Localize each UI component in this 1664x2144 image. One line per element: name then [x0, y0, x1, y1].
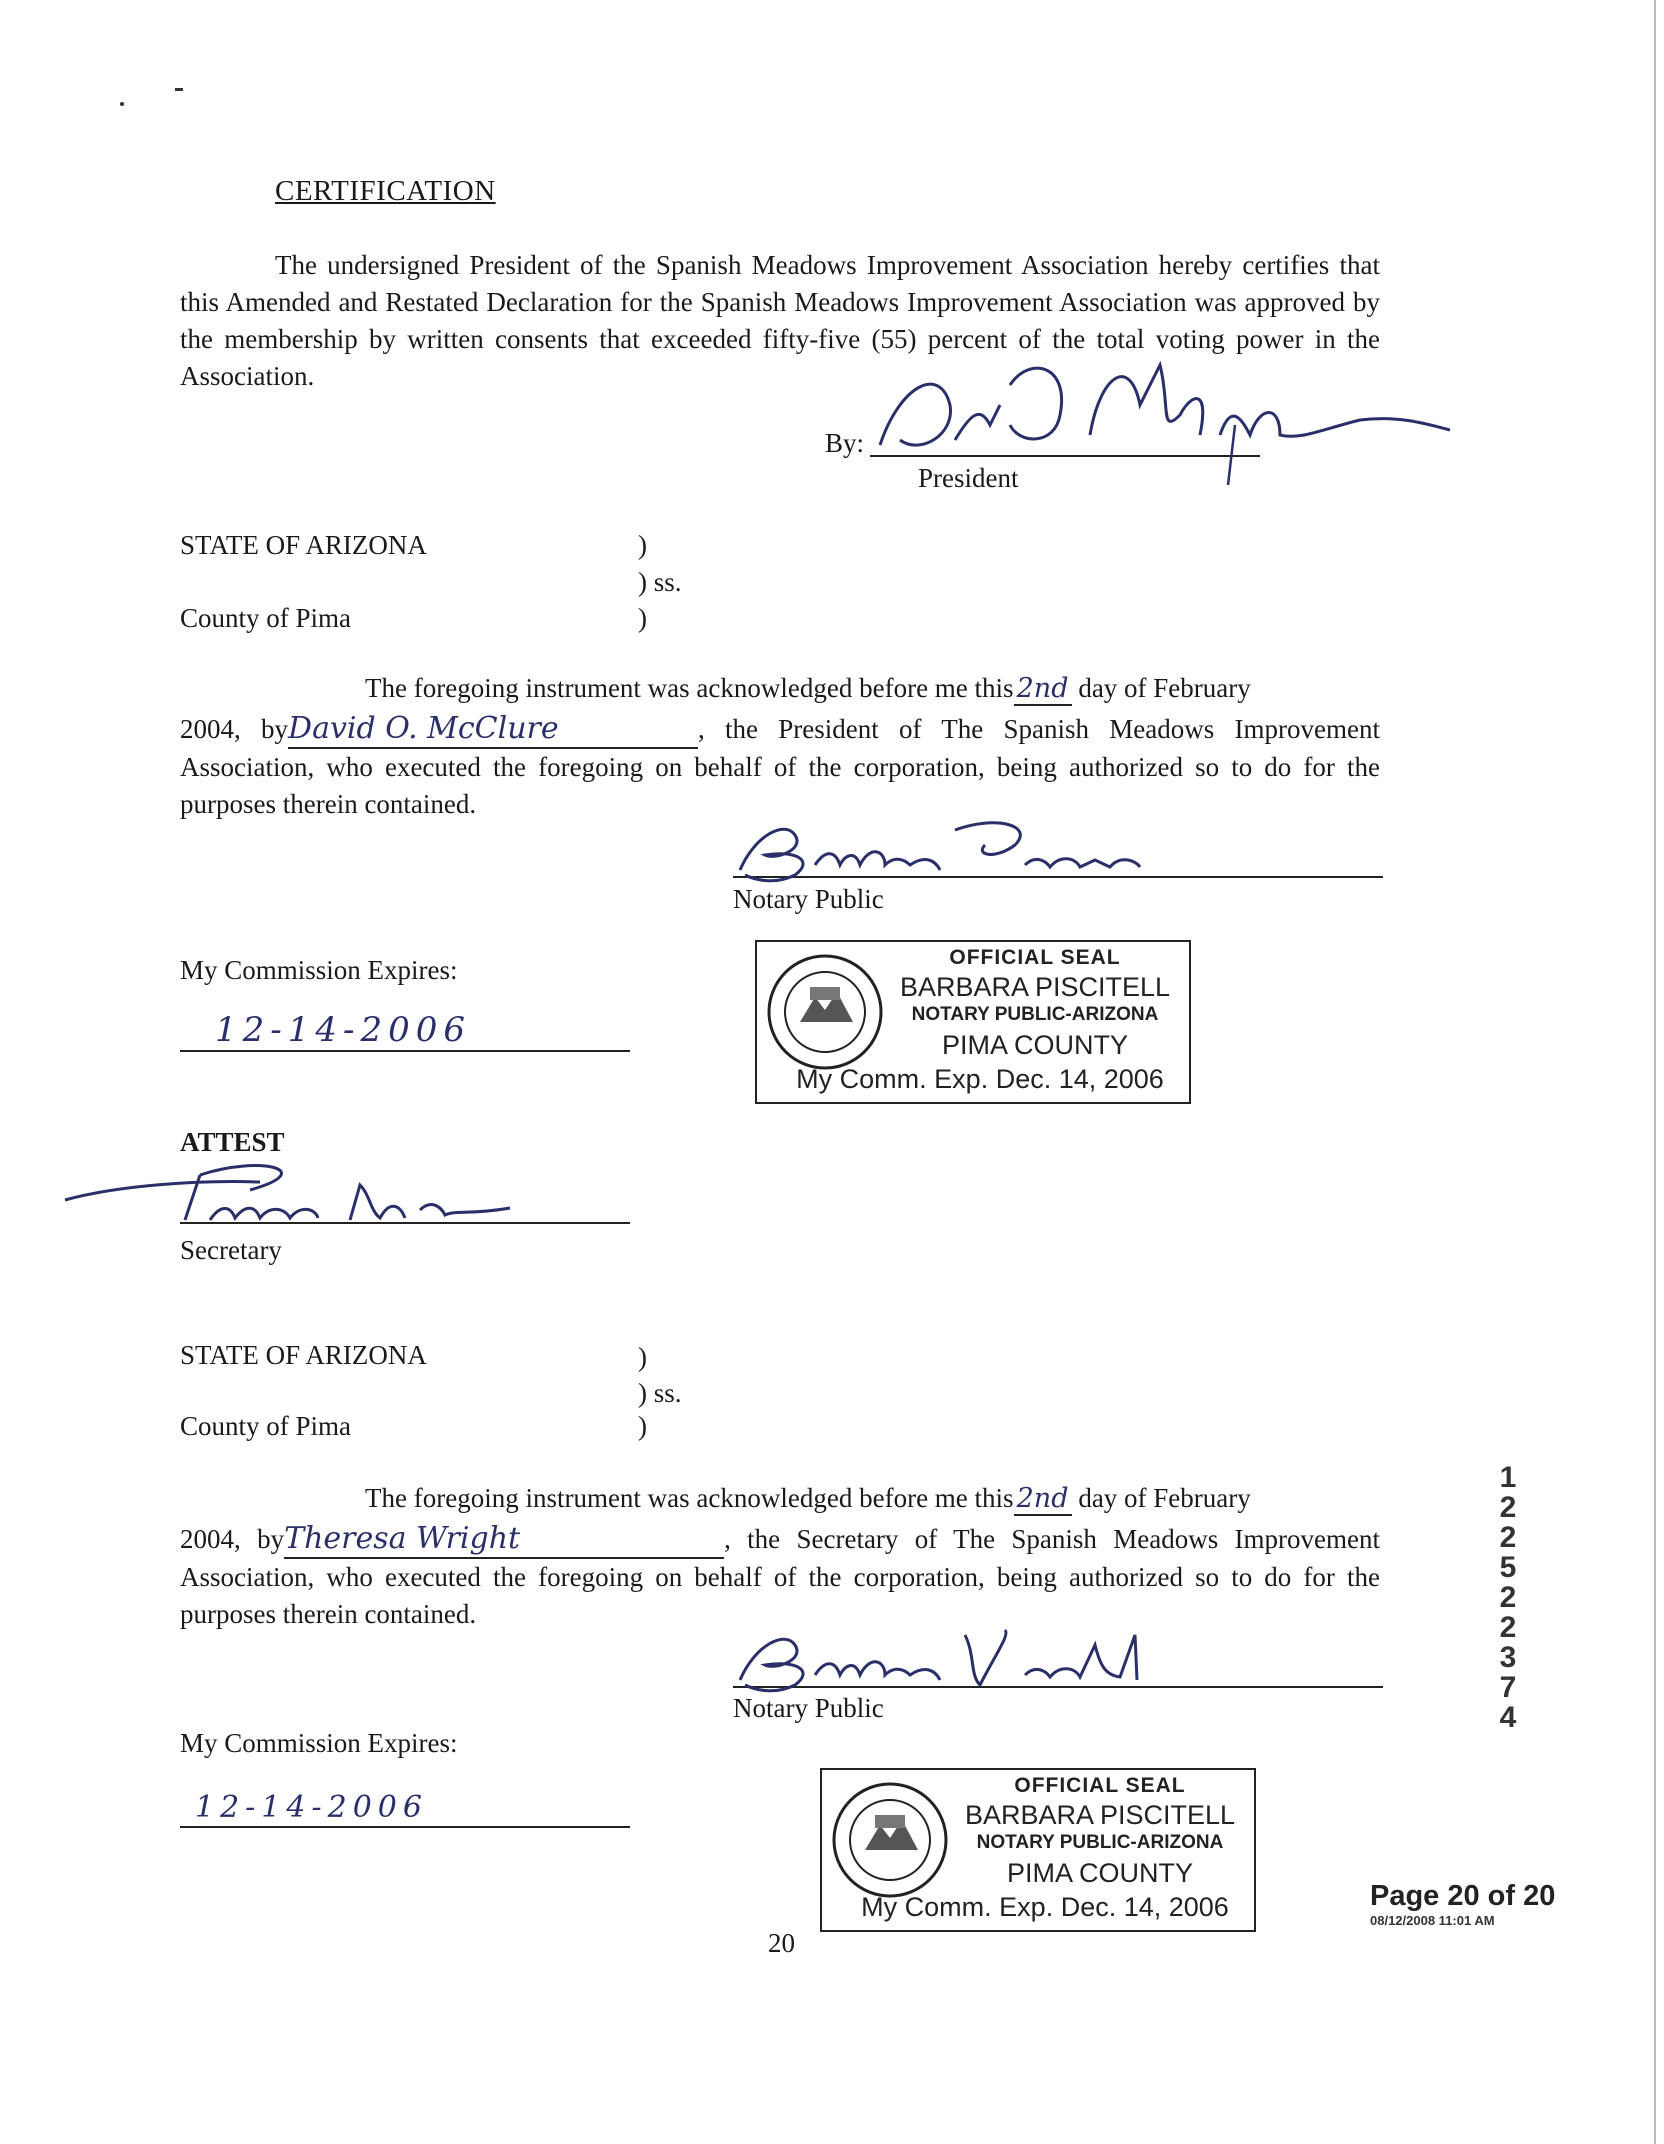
ack1-text-b: day of February — [1078, 673, 1251, 703]
notary-seal-2 — [820, 1768, 1256, 1932]
notary2-signature — [735, 1615, 1295, 1700]
county-label: County of Pima — [180, 603, 352, 633]
by-label: By: — [825, 428, 865, 458]
notary1-label: Notary Public — [733, 884, 884, 914]
ack1-day: 2nd — [1014, 673, 1072, 706]
secretary-signature-line — [180, 1222, 630, 1224]
seal-line-1: OFFICIAL SEAL — [949, 946, 1121, 969]
seal-line-3: NOTARY PUBLIC-ARIZONA — [911, 1004, 1159, 1025]
ack1-text-a: The foregoing instrument was acknowledged before me this — [365, 673, 1014, 703]
commission2-label: My Commission Expires: — [180, 1728, 458, 1758]
arizona-seal-emblem-icon — [765, 952, 885, 1072]
ack2-day: 2nd — [1014, 1483, 1072, 1516]
page-number: 20 — [768, 1928, 795, 1958]
timestamp: 08/12/2008 11:01 AM — [1370, 1913, 1495, 1928]
seal2-line-3: NOTARY PUBLIC-ARIZONA — [976, 1832, 1224, 1853]
paren: ) — [638, 1411, 647, 1441]
ack1-text-c: , the President of The Spanish Meadows Improvement Association, who executed the foregoing on behalf of the corporation, being authorized so to do for the purposes therein contained. — [180, 714, 1380, 819]
paren: ) — [638, 1342, 647, 1372]
ack2-text-c: , the Secretary of The Spanish Meadows Improvement Association, who executed the foregoing on behalf of the corporation, being authorized so to do for the purposes therein contained. — [180, 1524, 1380, 1629]
ack2-text-a: The foregoing instrument was acknowledged before me this — [365, 1483, 1014, 1513]
scan-speck — [120, 102, 124, 106]
attest-heading: ATTEST — [180, 1127, 285, 1157]
notary1-signature — [735, 805, 1355, 890]
commission1-line — [180, 1050, 630, 1052]
scan-speck — [175, 88, 183, 91]
seal2-line-4: PIMA COUNTY — [1006, 1858, 1194, 1888]
secretary-signature — [60, 1150, 530, 1230]
certification-heading: CERTIFICATION — [275, 175, 496, 207]
ss-label: ) ss. — [638, 567, 682, 597]
paren: ) — [638, 530, 647, 560]
page-stamp: Page 20 of 20 — [1370, 1880, 1556, 1912]
commission2-date: 12-14-2006 — [195, 1790, 428, 1825]
state-label: STATE OF ARIZONA — [180, 530, 427, 560]
ack2-name: Theresa Wright — [284, 1520, 724, 1559]
commission2-line — [180, 1826, 630, 1828]
seal-line-4: PIMA COUNTY — [941, 1030, 1129, 1060]
ss-label-2: ) ss. — [638, 1378, 682, 1408]
secretary-label: Secretary — [180, 1235, 282, 1265]
seal2-line-5: My Comm. Exp. Dec. 14, 2006 — [861, 1892, 1229, 1922]
county-label-2: County of Pima — [180, 1411, 352, 1441]
commission1-label: My Commission Expires: — [180, 955, 458, 985]
state-label-2: STATE OF ARIZONA — [180, 1340, 427, 1370]
ack1-year-by: 2004, by — [180, 714, 289, 744]
certification-body: The undersigned President of the Spanish Meadows Improvement Association hereby certifies that this Amended and Restated Declaration for the Spanish Meadows Improvement Association was approved by the membership by written consents that exceeded fifty-five (55) percent of the total voting power in the Association. — [180, 250, 1380, 391]
ack2-year-by: 2004, by — [180, 1524, 285, 1554]
arizona-seal-emblem-icon — [830, 1780, 950, 1900]
notary2-label: Notary Public — [733, 1693, 884, 1723]
recording-number: 1 2 2 5 2 2 3 7 4 — [1499, 1461, 1542, 1734]
seal2-line-1: OFFICIAL SEAL — [1014, 1774, 1186, 1797]
ack1-line1 — [365, 673, 1251, 706]
ack2-text-b: day of February — [1078, 1483, 1251, 1513]
ack1-name: David O. McClure — [288, 710, 698, 749]
commission1-date: 12-14-2006 — [215, 1010, 472, 1050]
seal2-line-2: BARBARA PISCITELL — [964, 1800, 1236, 1830]
seal-line-2: BARBARA PISCITELL — [899, 972, 1171, 1002]
seal-line-5: My Comm. Exp. Dec. 14, 2006 — [796, 1064, 1164, 1094]
president-label: President — [918, 463, 1019, 493]
ack2-line1 — [365, 1483, 1251, 1516]
notary-seal — [755, 940, 1191, 1104]
paren: ) — [638, 603, 647, 633]
page-edge — [1654, 0, 1664, 2144]
